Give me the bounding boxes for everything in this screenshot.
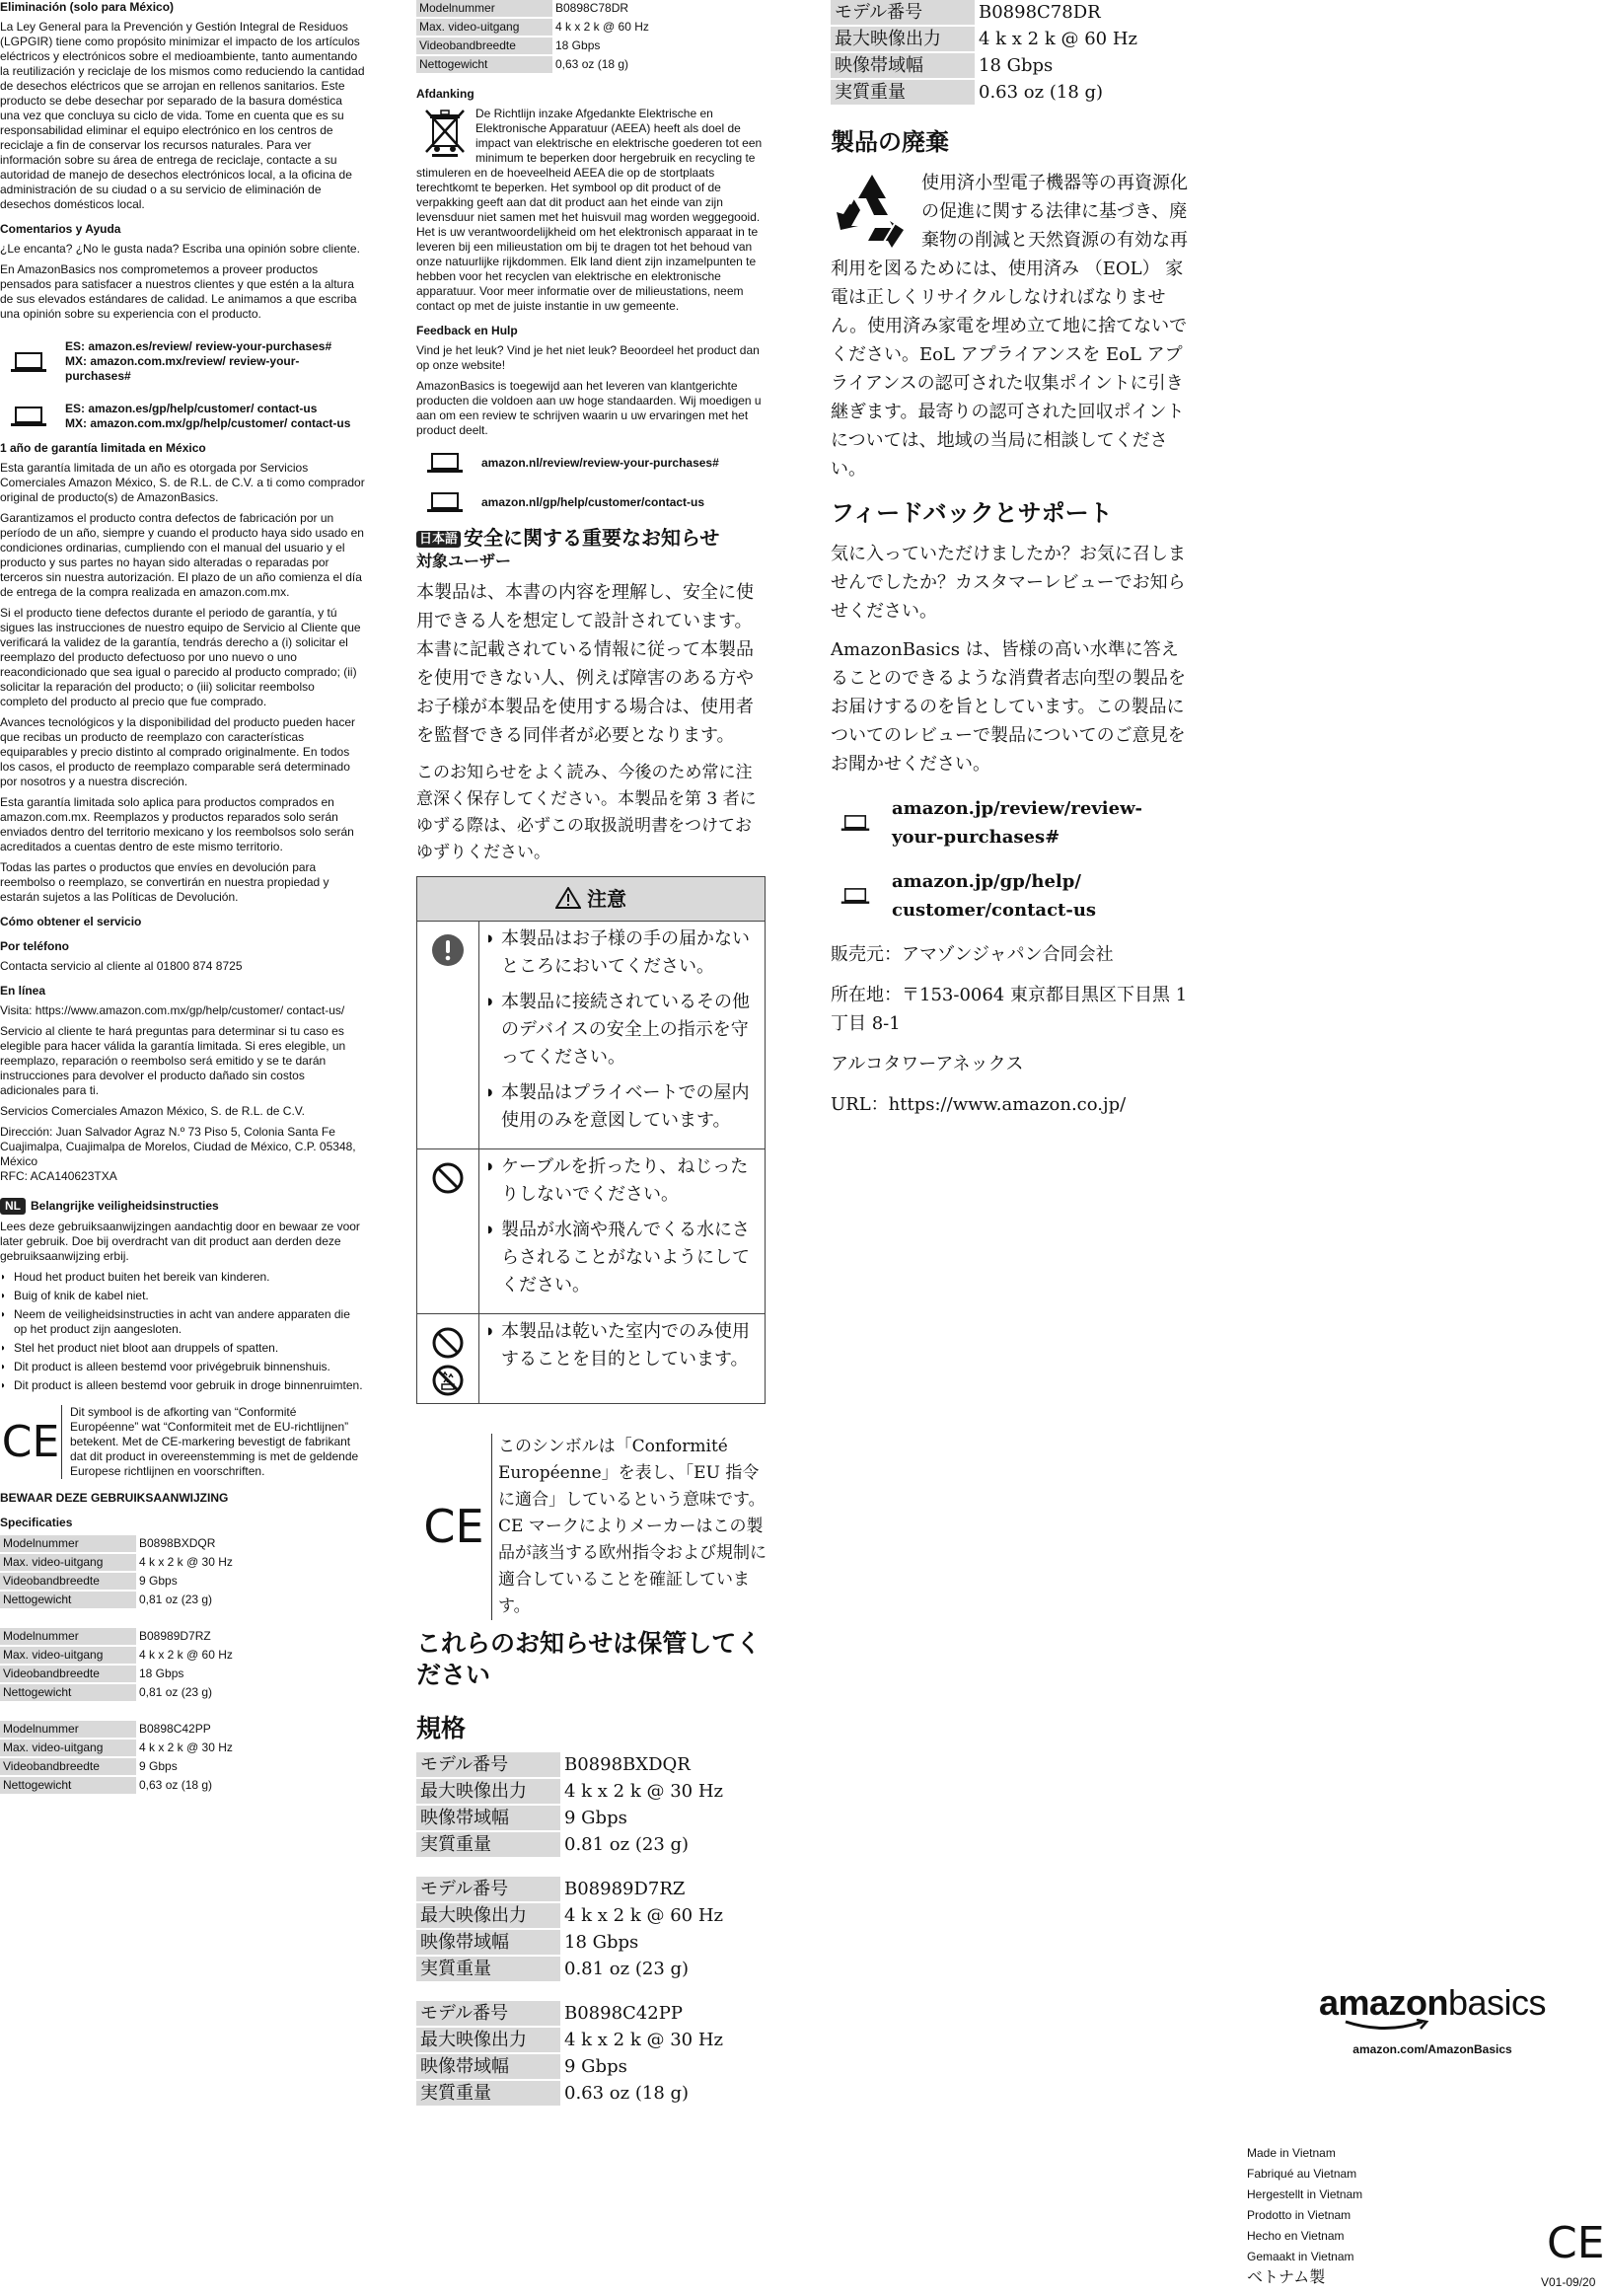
spec-label: Max. video-uitgang [0,1739,136,1757]
spec-value: 4 k x 2 k @ 30 Hz [564,2030,724,2050]
caution-items [479,1149,765,1313]
spec-value: 0,63 oz (18 g) [139,1778,213,1792]
es-company: Servicios Comerciales Amazon México, S. de R.L. de C.V. [0,1104,306,1118]
spec-value: 9 Gbps [139,1759,178,1773]
spec-label: 実質重量 [831,79,975,106]
es-online-p2: Servicio al cliente te hará preguntas para determinar si tu caso es elegible para hacer válida la garantía limitada. Si eres elegible, un reemplazo, reparación o reembolso será emitido y se te darán instrucciones para devolver el producto dañado sin costos adicionales para ti. [0,1024,346,1097]
table-row [0,1646,236,1665]
spec-label: 最大映像出力 [416,2027,560,2053]
nl-intro: Lees deze gebruiksaanwijzingen aandachtig door en bewaar ze voor later gebruik. Doe bij overdracht van dit product aan derden deze gebruiksaanwijzing erbij. [0,1220,360,1263]
jp-caution-row-1 [417,922,765,1148]
spec-value: 18 Gbps [139,1666,184,1680]
table-row [416,1805,727,1831]
es-online-text: Visita: https://www.amazon.com.mx/gp/help/customer/ contact-us/ [0,1003,345,1017]
logo-word-basics: basics [1448,1982,1547,2023]
table-row [416,55,652,74]
nl-spec-table-3 [0,1721,236,1796]
spec-label: モデル番号 [416,1877,560,1902]
laptop-icon [10,406,47,427]
nl-ce-section [0,1405,365,1479]
table-row [0,1757,236,1776]
table-row [416,2080,727,2107]
jp-caution-title: 注意 [587,887,626,911]
nl-disposal-section [416,107,767,314]
es-review-link[interactable]: amazon.es/review/ review-your-purchases# [88,339,332,353]
jp-caution-list-3 [487,1318,755,1373]
es-feedback-title: Comentarios y Ayuda [0,222,121,236]
spec-value: 9 Gbps [564,2056,627,2077]
es-warranty-p2: Garantizamos el producto contra defectos de fabricación por un período de un año, siempre y cuando el producto haya sido usado en condiciones ordinarias, cumpliendo con el manual del usuario y el producto y sus partes no hayan sido alteradas o reparadas por terceros sin nuestra autorización. El plazo de un año comienza el día de entrega de la compra realizada en amazon.com.mx. [0,511,364,599]
nl-safety-title: Belangrijke veiligheidsinstructies [31,1199,219,1213]
mx-help-label: MX: [65,416,87,430]
spec-label: Videobandbreedte [0,1572,136,1591]
jp-seller: 販売元：アマゾンジャパン合同会社 [831,944,1114,965]
caution-items [479,922,765,1148]
spec-label: 映像帯域幅 [416,1805,560,1831]
table-row [416,1902,727,1929]
table-row [831,52,1141,79]
jp-spec-table-1 [416,1752,727,1859]
jp-caution-list-2 [487,1153,755,1299]
nl-spec-table-4 [416,0,652,75]
weee-bin-icon [424,109,466,158]
jp-ce-section [416,1434,767,1620]
spec-value: 4 k x 2 k @ 30 Hz [139,1741,233,1754]
exclamation-icon [431,933,465,967]
table-row [416,1929,727,1956]
table-row [416,1956,727,1982]
table-row [831,0,1141,26]
column-japanese [831,0,1196,1125]
table-row [0,1665,236,1683]
spec-value: 18 Gbps [979,55,1054,76]
mx-review-link[interactable]: amazon.com.mx/review/ review-your-purchases# [65,354,300,383]
jp-address: 所在地：〒153-0064 東京都目黒区下目黒 1 丁目 8-1 [831,985,1188,1034]
version-label: V01-09/20 [1541,2275,1596,2289]
es-warranty-title: 1 año de garantía limitada en México [0,441,206,455]
spec-value: B0898C42PP [564,2003,683,2024]
spec-label: Modelnummer [0,1535,136,1553]
caution-icon-cell [417,922,479,1148]
spec-label: Nettogewicht [416,55,552,74]
table-row [416,2053,727,2080]
column-spanish-dutch [0,0,365,1814]
spec-value: 4 k x 2 k @ 60 Hz [555,20,649,34]
es-rfc: RFC: ACA140623TXA [0,1169,117,1183]
spec-value: B0898C42PP [139,1722,211,1736]
table-row [416,1778,727,1805]
spec-value: B08989D7RZ [564,1879,686,1899]
list-item: ◗ Dit product is alleen bestemd voor privégebruik binnenshuis. [0,1360,365,1374]
es-phone-title: Por teléfono [0,939,70,953]
jp-spec-table-4 [831,0,1141,107]
laptop-icon [426,452,464,474]
list-item: ◗ Houd het product buiten het bereik van kinderen. [0,1270,365,1285]
jp-safety-title: 安全に関する重要なお知らせ [464,526,720,550]
es-help-label: ES: [65,402,86,415]
spec-label: 実質重量 [416,2080,560,2107]
nl-spec-title: Specificaties [0,1516,73,1529]
es-help-links [0,402,365,431]
jp-disposal-title: 製品の廃棄 [831,128,949,156]
spec-label: Max. video-uitgang [0,1553,136,1572]
table-row [831,79,1141,106]
es-warranty-p5: Esta garantía limitada solo aplica para productos comprados en amazon.com.mx. Reemplazos y productos reparados solo serán enviados dentro del territorio mexicano y los reembolsos solo serán acreditados a cuentas dentro de este mismo territorio. [0,795,354,853]
table-row [0,1628,236,1646]
ce-mark-icon: CE [1,1417,60,1467]
spec-value: 4 k x 2 k @ 60 Hz [139,1648,233,1662]
es-feedback-p2: En AmazonBasics nos comprometemos a proveer productos pensados para satisfacer a nuestros clientes y que estén a la altura de sus elevados estándares de calidad. Le animamos a que escriba una opinión sobre su experiencia con el producto. [0,262,357,321]
jp-spec-table-2 [416,1877,727,1983]
caution-icon-cell [417,1314,479,1403]
spec-value: 0,81 oz (23 g) [139,1592,213,1606]
spec-label: モデル番号 [831,0,975,26]
nl-keep-title: BEWAAR DEZE GEBRUIKSAANWIJZING [0,1491,229,1505]
nl-feedback-p1: Vind je het leuk? Vind je het niet leuk? Beoordeel het product dan op onze website! [416,343,760,372]
jp-building: アルコタワーアネックス [831,1054,1024,1074]
jp-spec-table-3 [416,2001,727,2108]
jp-keep-title: これらのお知らせは保管してください [416,1629,762,1689]
recycle-icon [831,169,913,252]
made-in-line: Fabriqué au Vietnam [1247,2167,1357,2181]
nl-feedback-p2: AmazonBasics is toegewijd aan het leveren van klantgerichte producten die voldoen aan uw hoge standaarden. Wij moedigen u aan om een review te schrijven waarin u uw ervaringen met het product deelt. [416,379,762,437]
table-row [831,26,1141,52]
spec-value: 4 k x 2 k @ 60 Hz [979,29,1138,49]
spec-value: 4 k x 2 k @ 30 Hz [564,1781,724,1802]
spec-label: Nettogewicht [0,1591,136,1609]
jp-spec-title: 規格 [416,1714,467,1742]
mx-help-link[interactable]: amazon.com.mx/gp/help/customer/ contact-us [90,416,351,430]
spec-value: B0898C78DR [555,1,629,15]
spec-value: 4 k x 2 k @ 30 Hz [139,1555,233,1569]
jp-disposal-section [831,169,1196,489]
logo-wordmark [1304,1983,1561,2023]
es-feedback-p1: ¿Le encanta? ¿No le gusta nada? Escriba una opinión sobre cliente. [0,242,360,256]
jp-disposal-text: 使用済小型電子機器等の再資源化の促進に関する法律に基づき、廃棄物の削減と天然資源の有効な再利用を図るためには、使用済み （EOL） 家電は正しくリサイクルしなければなりません。使用済み家電を埋め立て地に捨てないでください。EoL アプライアンスを EoL アプライアンスの認可された収集ポイントに引き継ぎます。最寄りの認可された回収ポイントについては、地域の当局に相談してください。 [831,173,1188,480]
table-row [0,1721,236,1739]
spec-value: 9 Gbps [139,1574,178,1588]
jp-target-title: 対象ユーザー [416,552,512,570]
jp-caution-header [417,877,765,922]
list-item: ◗ 本製品は乾いた室内でのみ使用することを目的としています。 [487,1318,755,1373]
made-in-line: Prodotto in Vietnam [1247,2208,1351,2222]
spec-value: 0,63 oz (18 g) [555,57,629,71]
table-row [416,2027,727,2053]
spec-value: 0.63 oz (18 g) [564,2083,690,2104]
table-row [0,1535,236,1553]
spec-label: モデル番号 [416,1752,560,1778]
table-row [416,18,652,37]
jp-help-link-row [831,867,1196,925]
mx-review-label: MX: [65,354,87,368]
made-in-list [1247,2143,1362,2288]
warning-triangle-icon [555,887,581,909]
spec-label: 実質重量 [416,1956,560,1982]
spec-label: 映像帯域幅 [416,1929,560,1956]
spec-label: Modelnummer [0,1721,136,1739]
spec-label: Videobandbreedte [416,37,552,55]
logo-word-amazon: amazon [1318,1982,1448,2023]
jp-feedback-p2: AmazonBasics は、皆様の高い水準に答えることのできるような消費者志向型の製品をお届けするのを旨としています。この製品についてのレビューで製品についてのご意見をお聞かせください。 [831,639,1186,775]
jp-caution-row-3 [417,1313,765,1403]
jp-url: URL：https://www.amazon.co.jp/ [831,1094,1127,1115]
spec-value: 0.81 oz (23 g) [564,1834,690,1855]
spec-label: 最大映像出力 [416,1778,560,1805]
jp-safety-header [416,526,767,550]
spec-label: Videobandbreedte [0,1757,136,1776]
spec-value: 18 Gbps [564,1932,639,1953]
spec-value: B0898BXDQR [564,1754,691,1775]
nl-disposal-title: Afdanking [416,87,475,101]
prohibited-icon [431,1161,465,1195]
list-item: ◗ Neem de veiligheidsinstructies in acht van andere apparaten die op het product zijn aangesloten. [0,1307,365,1337]
made-in-line: Hecho en Vietnam [1247,2229,1345,2243]
no-water-icon [431,1364,465,1397]
jp-review-link[interactable]: amazon.jp/review/review-your-purchases# [892,798,1143,848]
table-row [0,1572,236,1591]
logo-url: amazon.com/AmazonBasics [1352,2042,1512,2056]
jp-review-link-row [831,794,1196,852]
column-dutch-japanese [416,0,767,2125]
ce-mark-icon: CE [1547,2218,1605,2268]
es-address: Dirección: Juan Salvador Agraz N.º 73 Piso 5, Colonia Santa Fe Cuajimalpa, Cuajimalpa de Morelos, Ciudad de México, C.P. 05348, México [0,1125,356,1168]
spec-value: 0.81 oz (23 g) [564,1959,690,1979]
table-row [416,1877,727,1902]
es-warranty-p3: Si el producto tiene defectos durante el periodo de garantía, y tú sigues las instrucciones de nuestro equipo de Servicio al Cliente que verificará la validez de la garantía, tendrás derecho a (i) solicitar el reemplazo del producto defectuoso por uno nuevo o uno reacondicionado que sea igual o parecido al producto comprado; (ii) solicitar la reparación del producto; o (iii) solicitar reembolso completo del producto al precio que fue comprado. [0,606,361,708]
ce-mark-icon: CE [423,1500,484,1553]
es-phone-text: Contacta servicio al cliente al 01800 874 8725 [0,959,243,973]
table-row [0,1591,236,1609]
table-row [0,1776,236,1795]
table-row [416,2001,727,2027]
jp-caution-box [416,876,766,1404]
spec-label: 実質重量 [416,1831,560,1858]
es-online-title: En línea [0,984,46,998]
laptop-icon [840,886,870,906]
list-item: ◗ Buig of knik de kabel niet. [0,1289,365,1303]
list-item: ◗ 本製品に接続されているその他のデバイスの安全上の指示を守ってください。 [487,989,755,1072]
spec-label: Max. video-uitgang [0,1646,136,1665]
list-item: ◗ 本製品はお子様の手の届かないところにおいてください。 [487,926,755,981]
spec-label: 最大映像出力 [416,1902,560,1929]
table-row [0,1553,236,1572]
list-item: ◗ 製品が水滴や飛んでくる水にさらされることがないようにしてください。 [487,1217,755,1299]
made-in-line: Made in Vietnam [1247,2146,1336,2160]
nl-help-link-row [416,491,767,513]
spec-label: Nettogewicht [0,1776,136,1795]
jp-ce-text: このシンボルは「Conformité Européenne」を表し、「EU 指令に適合」しているという意味です。CE マークによりメーカーはこの製品が該当する欧州指令および規制に適合していることを確証しています。 [491,1434,767,1620]
nl-help-link[interactable]: amazon.nl/gp/help/customer/contact-us [481,494,705,509]
spec-label: 映像帯域幅 [831,52,975,79]
spec-label: Modelnummer [0,1628,136,1646]
list-item: ◗ 本製品はプライベートでの屋内使用のみを意図しています。 [487,1079,755,1135]
spec-value: 9 Gbps [564,1808,627,1828]
laptop-icon [10,351,47,373]
spec-value: B0898BXDQR [139,1536,216,1550]
spec-label: Modelnummer [416,0,552,18]
es-review-label: ES: [65,339,86,353]
list-item: ◗ Stel het product niet bloot aan druppels of spatten. [0,1341,365,1356]
spec-label: モデル番号 [416,2001,560,2027]
spec-label: 最大映像出力 [831,26,975,52]
spec-label: Nettogewicht [0,1683,136,1702]
es-disposal-title: Eliminación (solo para México) [0,0,175,14]
spec-value: B0898C78DR [979,2,1101,23]
table-row [416,1752,727,1778]
back-cover [1245,0,1607,2296]
jp-language-badge: 日本語 [416,531,461,548]
es-warranty-p4: Avances tecnológicos y la disponibilidad del producto pueden hacer que recibas un producto de reemplazo con características equiparables y precio distinto al comprado originalmente. En todos los casos, el producto de reemplazo comparable será determinado por nosotros y a nuestra discreción. [0,715,356,788]
spec-label: Max. video-uitgang [416,18,552,37]
made-in-line: Gemaakt in Vietnam [1247,2250,1354,2263]
es-review-links [0,339,365,384]
nl-ce-text: Dit symbool is de afkorting van “Conformité Européenne” wat “Conformiteit met de EU-richtlijnen” betekent. Met de CE-markering bevestigt de fabrikant dat dit product in overeenstemming is met de geldende Europese richtlijnen en voorschriften. [61,1405,365,1479]
jp-help-link[interactable]: amazon.jp/gp/help/ customer/contact-us [892,871,1097,921]
laptop-icon [840,813,870,833]
es-warranty-p1: Esta garantía limitada de un año es otorgada por Servicios Comerciales Amazon México, S. de R.L. de C.V. a ti como comprador original de producto(s) de AmazonBasics. [0,461,365,504]
table-row [0,1683,236,1702]
list-item: ◗ Dit product is alleen bestemd voor gebruik in droge binnenruimten. [0,1378,365,1393]
caution-items [479,1314,765,1403]
nl-review-link-row [416,452,767,474]
jp-feedback-title: フィードバックとサポート [831,499,1113,527]
table-row [416,0,652,18]
jp-target-p1: 本製品は、本書の内容を理解し、安全に使用できる人を想定して設計されています。本書に記載されている情報に従って本製品を使用できない人、例えば障害のある方やお子様が本製品を使用する場合は、使用者を監督できる同伴者が必要となります。 [416,582,754,746]
nl-safety-header [0,1198,365,1215]
jp-feedback-p1: 気に入っていただけましたか？お気に召しませんでしたか？カスタマーレビューでお知らせください。 [831,544,1186,622]
spec-label: Videobandbreedte [0,1665,136,1683]
jp-caution-list-1 [487,926,755,1135]
spec-value: B08989D7RZ [139,1629,211,1643]
nl-review-link[interactable]: amazon.nl/review/review-your-purchases# [481,455,719,470]
caution-icon-cell [417,1149,479,1313]
brand-logo [1304,1983,1561,2056]
table-row [0,1739,236,1757]
es-help-link[interactable]: amazon.es/gp/help/customer/ contact-us [88,402,318,415]
table-row [416,1831,727,1858]
es-warranty-p6: Todas las partes o productos que envíes en devolución para reembolso o reemplazo, se convertirán en nuestra propiedad y estarán sujetos a las Políticas de Devolución. [0,860,329,904]
nl-language-badge: NL [0,1198,26,1215]
prohibited-icon [431,1326,465,1360]
spec-label: 映像帯域幅 [416,2053,560,2080]
nl-disposal-text: De Richtlijn inzake Afgedankte Elektrische en Elektronische Apparatuur (AEEA) heeft als doel de impact van elektrische en elektrische goederen tot een minimum te beperken door hergebruik en recycling te stimuleren en de hoeveelheid AEEA die op de stortplaats terechtkomt te beperken. Het symbool op dit product of de verpakking geeft aan dat dit product aan het einde van zijn levensduur niet samen met het huisvuil mag worden weggegooid. Het is uw verantwoordelijkheid om het elektronisch apparaat in te leveren bij een milieustation om bij te dragen tot het behoud van onze natuurlijke rijkdommen. Elk land dient zijn inzamelpunten te hebben voor het recyclen van elektrische en elektronische apparatuur. Voor meer informatie over de milieustations, neem contact op met de juiste instantie in uw gemeente. [416,107,763,313]
list-item: ◗ ケーブルを折ったり、ねじったりしないでください。 [487,1153,755,1209]
laptop-icon [426,491,464,513]
made-in-line: ベトナム製 [1247,2269,1326,2286]
nl-spec-table-2 [0,1628,236,1703]
nl-feedback-title: Feedback en Hulp [416,324,518,337]
jp-caution-row-2 [417,1148,765,1313]
made-in-line: Hergestellt in Vietnam [1247,2187,1363,2201]
nl-spec-table-1 [0,1535,236,1610]
spec-value: 0,81 oz (23 g) [139,1685,213,1699]
spec-value: 4 k x 2 k @ 60 Hz [564,1905,724,1926]
spec-value: 0.63 oz (18 g) [979,82,1104,103]
spec-value: 18 Gbps [555,38,601,52]
es-disposal-text: La Ley General para la Prevención y Gestión Integral de Residuos (LGPGIR) tiene como propósito minimizar el impacto de los artículos eléctricos y electrónicos sobre el medioambiente, tanto aumentando la reutilización y reciclaje de los mismos como reduciendo la cantidad de desechos eléctricos que se arrojan en rellenos sanitarios. Este producto se debe desechar por separado de la basura doméstica una vez que concluya su ciclo de vida. Tome en cuenta que es su responsabilidad eliminar el equipo electrónico en los centros de reciclaje a fin de conservar los recursos naturales. Para ver información sobre su área de entrega de reciclaje, contacte a su autoridad de manejo de desechos electrónicos local, a la oficina de administración de su ciudad o a su servicio de eliminación de desechos domésticos local. [0,20,365,211]
jp-target-p2: このお知らせをよく読み、今後のため常に注意深く保存してください。本製品を第 3 者にゆずる際は、必ずこの取扱説明書をつけておゆずりください。 [416,763,757,862]
nl-safety-list [0,1270,365,1393]
es-service-title: Cómo obtener el servicio [0,915,142,928]
table-row [416,37,652,55]
